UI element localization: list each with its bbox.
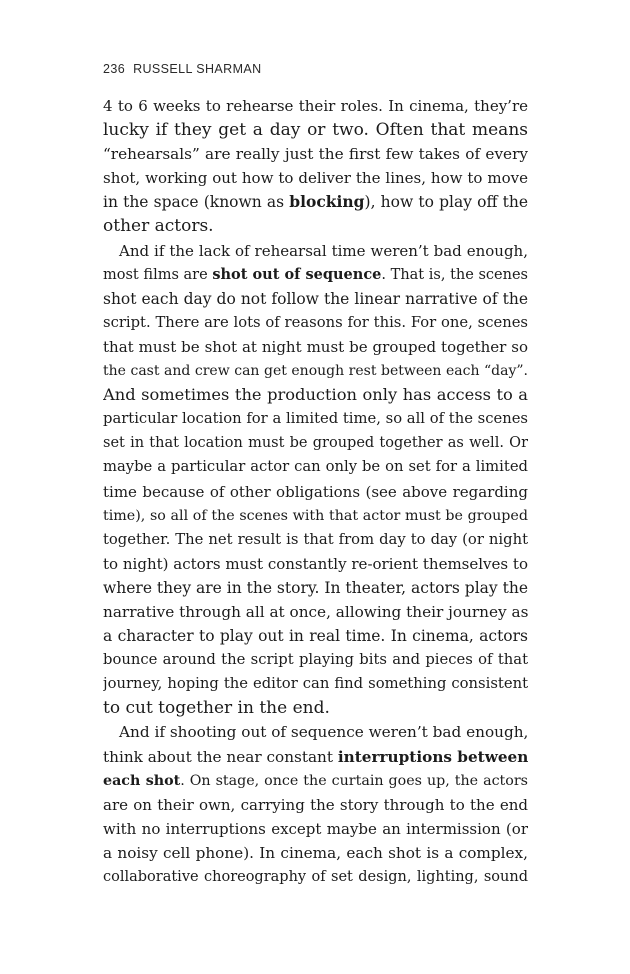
text-run: where they are in the story. In theater, actors play the bbox=[103, 578, 528, 597]
key-term: shot out of sequence bbox=[212, 265, 382, 283]
text-run: in the space (known as bbox=[103, 193, 290, 212]
text-line bbox=[103, 359, 528, 383]
text-run: bounce around the script playing bits and pieces of that bbox=[103, 651, 528, 669]
text-line bbox=[103, 576, 528, 600]
text-line bbox=[103, 383, 528, 407]
text-run: lucky if they get a day or two. Often that means bbox=[103, 120, 528, 141]
key-term: interruptions between bbox=[337, 747, 528, 766]
text-line bbox=[103, 817, 528, 841]
key-term: blocking bbox=[289, 192, 365, 212]
text-run: most films are bbox=[103, 266, 213, 283]
text-line bbox=[103, 311, 528, 335]
text-line bbox=[103, 190, 528, 214]
text-line bbox=[103, 287, 528, 311]
text-run: think about the near constant bbox=[103, 747, 338, 766]
text-line bbox=[103, 600, 528, 624]
text-run: to night) actors must constantly re-orient themselves to bbox=[103, 554, 528, 573]
text-run: And if shooting out of sequence weren’t bad enough, bbox=[119, 723, 528, 742]
text-line bbox=[103, 407, 528, 431]
text-line bbox=[103, 166, 528, 190]
text-run: are on their own, carrying the story through to the end bbox=[103, 795, 528, 814]
text-line bbox=[103, 455, 528, 479]
text-run: particular location for a limited time, so all of the scenes bbox=[103, 410, 528, 428]
text-line bbox=[103, 335, 528, 359]
text-run: time because of other obligations (see above regarding bbox=[103, 482, 528, 501]
text-line bbox=[103, 504, 528, 528]
text-run: set in that location must be grouped together as well. Or bbox=[103, 435, 528, 452]
text-run: time), so all of the scenes with that actor must be grouped bbox=[103, 507, 528, 524]
text-run: And if the lack of rehearsal time weren’t bad enough, bbox=[119, 241, 528, 260]
text-run: shot, working out how to deliver the lines, how to move bbox=[103, 169, 528, 188]
text-line bbox=[103, 118, 528, 142]
text-run: to cut together in the end. bbox=[103, 698, 330, 719]
text-run: that must be shot at night must be grouped together so bbox=[103, 337, 528, 356]
text-run: with no interruptions except maybe an intermission (or bbox=[103, 819, 528, 838]
text-run: shot each day do not follow the linear narrative of the bbox=[103, 289, 528, 308]
text-run: a character to play out in real time. In cinema, actors bbox=[103, 627, 528, 646]
text-run: And sometimes the production only has access to a bbox=[103, 385, 528, 405]
text-run: maybe a particular actor can only be on set for a limited bbox=[103, 458, 528, 476]
text-line bbox=[103, 624, 528, 648]
text-line bbox=[103, 672, 528, 696]
text-run: other actors. bbox=[103, 216, 214, 237]
body-text bbox=[103, 94, 528, 889]
text-line bbox=[103, 648, 528, 672]
text-run: 4 to 6 weeks to rehearse their roles. In cinema, they’re bbox=[103, 97, 528, 115]
text-line bbox=[103, 94, 528, 118]
text-run: . That is, the scenes bbox=[381, 266, 528, 283]
text-line bbox=[103, 239, 528, 263]
text-run: a noisy cell phone). In cinema, each shot is a complex, bbox=[103, 843, 528, 862]
text-line bbox=[103, 769, 528, 793]
text-line bbox=[103, 865, 528, 889]
text-line bbox=[103, 142, 528, 166]
text-line bbox=[103, 214, 528, 238]
text-line bbox=[103, 552, 528, 576]
text-run: script. There are lots of reasons for this. For one, scenes bbox=[103, 313, 528, 331]
text-line bbox=[103, 720, 528, 744]
author-name: RUSSELL SHARMAN bbox=[133, 62, 262, 76]
page-number: 236 bbox=[103, 62, 126, 76]
running-header bbox=[103, 62, 262, 76]
text-run: ), how to play off the bbox=[364, 193, 528, 212]
text-line bbox=[103, 841, 528, 865]
text-line bbox=[103, 745, 528, 769]
text-run: journey, hoping the editor can find something consistent bbox=[103, 675, 528, 693]
key-term: each shot bbox=[103, 772, 181, 789]
text-run: the cast and crew can get enough rest between each “day”. bbox=[103, 363, 528, 380]
text-run: together. The net result is that from day to day (or night bbox=[103, 530, 528, 548]
text-line bbox=[103, 480, 528, 504]
text-run: collaborative choreography of set design, lighting, sound bbox=[103, 869, 528, 885]
text-line bbox=[103, 528, 528, 552]
text-line bbox=[103, 793, 528, 817]
text-line bbox=[103, 696, 528, 720]
text-run: . On stage, once the curtain goes up, the actors bbox=[180, 772, 528, 789]
text-line bbox=[103, 431, 528, 455]
text-run: “rehearsals” are really just the first few takes of every bbox=[103, 145, 528, 164]
text-run: narrative through all at once, allowing their journey as bbox=[103, 602, 528, 621]
text-line bbox=[103, 263, 528, 287]
